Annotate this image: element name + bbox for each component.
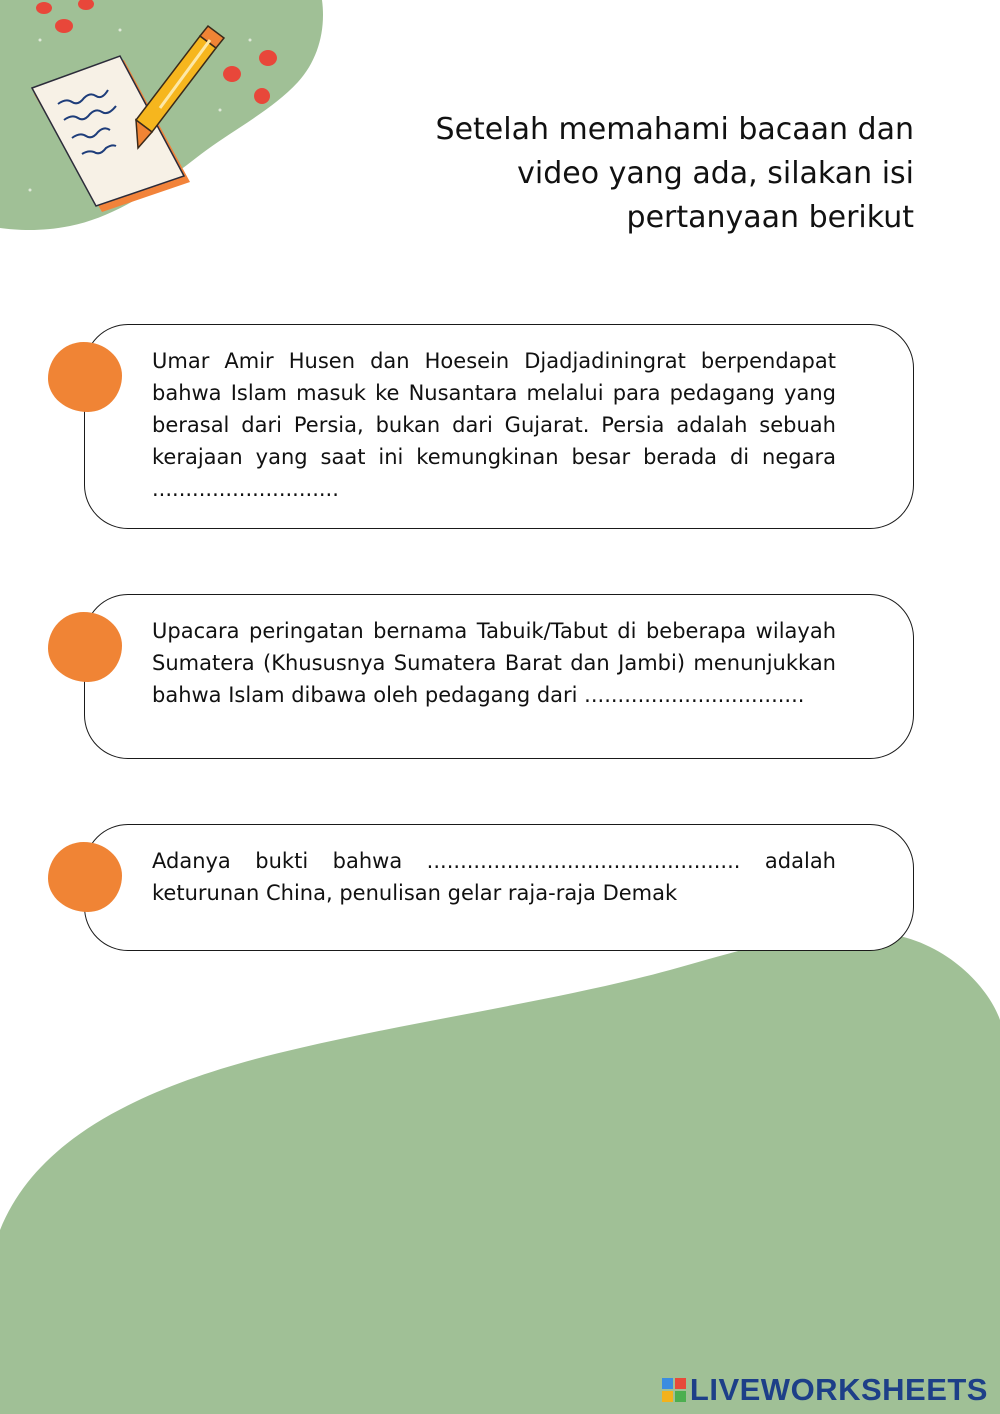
question-text-1: Umar Amir Husen dan Hoesein Djadjadiningrat berpendapat bahwa Islam masuk ke Nusantara melalui para pedagang yang berasal dari Persia, bukan dari Gujarat. Persia adalah sebuah kerajaan yang saat ini kemungkinan besar berada di negara ............................ (152, 349, 836, 501)
orange-bullet-icon (48, 612, 122, 682)
liveworksheets-logo-icon (662, 1378, 686, 1402)
question-text-3: Adanya bukti bahwa ............................................... adalah keturunan China, penulisan gelar raja-raja Demak (152, 849, 836, 905)
green-blob-bottom (0, 930, 1000, 1414)
orange-bullet-icon (48, 342, 122, 412)
liveworksheets-brand[interactable] (662, 1372, 988, 1408)
instruction-line: pertanyaan berikut (626, 200, 914, 235)
pen-icon (136, 26, 224, 148)
instruction-line: video yang ada, silakan isi (517, 156, 914, 191)
orange-bullet-icon (48, 842, 122, 912)
brand-name: LIVEWORKSHEETS (689, 1372, 988, 1407)
question-text-2: Upacara peringatan bernama Tabuik/Tabut di beberapa wilayah Sumatera (Khususnya Sumatera Barat dan Jambi) menunjukkan bahwa Islam dibawa oleh pedagang dari ................................. (152, 619, 836, 707)
instruction-line: Setelah memahami bacaan dan (435, 112, 914, 147)
notebook-pen-illustration (20, 0, 290, 230)
instruction-heading (394, 108, 914, 240)
